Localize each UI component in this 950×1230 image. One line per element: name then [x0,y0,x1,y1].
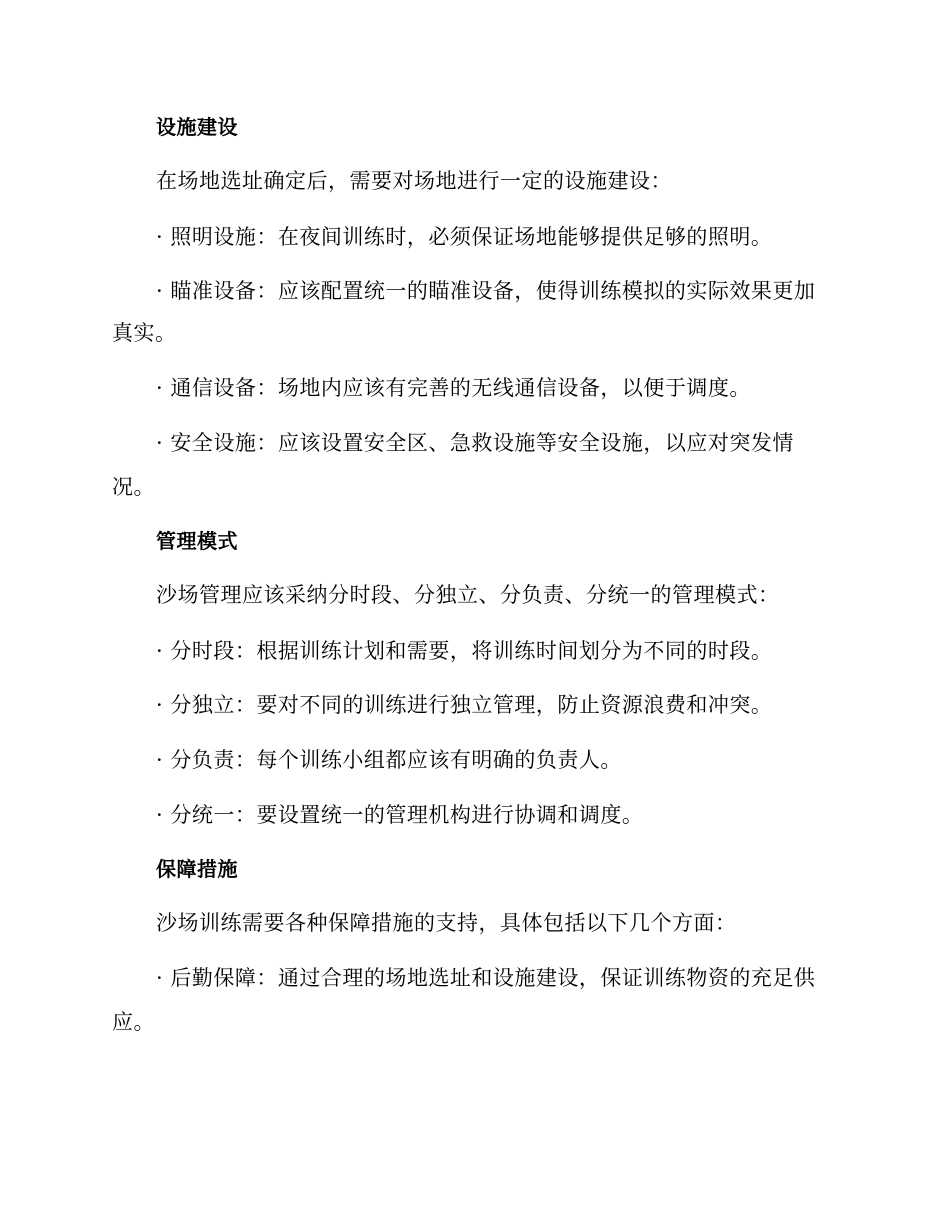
list-item-aiming: · 瞄准设备：应该配置统一的瞄准设备，使得训练模拟的实际效果更加 [156,279,816,303]
list-item-time-slots: · 分时段：根据训练计划和需要，将训练时间划分为不同的时段。 [156,639,773,663]
section-heading-management: 管理模式 [156,529,238,553]
list-item-logistics-continued: 应。 [112,1010,155,1034]
section-heading-facilities: 设施建设 [156,115,238,139]
section-intro-management: 沙场管理应该采纳分时段、分独立、分负责、分统一的管理模式： [156,583,780,607]
list-item-logistics: · 后勤保障：通过合理的场地选址和设施建设，保证训练物资的充足供 [156,966,816,990]
section-heading-support: 保障措施 [156,857,238,881]
list-item-aiming-continued: 真实。 [112,321,177,345]
list-item-independent: · 分独立：要对不同的训练进行独立管理，防止资源浪费和冲突。 [156,693,773,717]
list-item-safety: · 安全设施：应该设置安全区、急救设施等安全设施，以应对突发情 [156,431,794,455]
list-item-communication: · 通信设备：场地内应该有完善的无线通信设备，以便于调度。 [156,376,751,400]
section-intro-support: 沙场训练需要各种保障措施的支持，具体包括以下几个方面： [156,911,737,935]
list-item-lighting: · 照明设施：在夜间训练时，必须保证场地能够提供足够的照明。 [156,225,773,249]
section-intro-facilities: 在场地选址确定后，需要对场地进行一定的设施建设： [156,169,672,193]
list-item-responsibility: · 分负责：每个训练小组都应该有明确的负责人。 [156,748,622,772]
list-item-unified: · 分统一：要设置统一的管理机构进行协调和调度。 [156,803,644,827]
list-item-safety-continued: 况。 [112,475,155,499]
